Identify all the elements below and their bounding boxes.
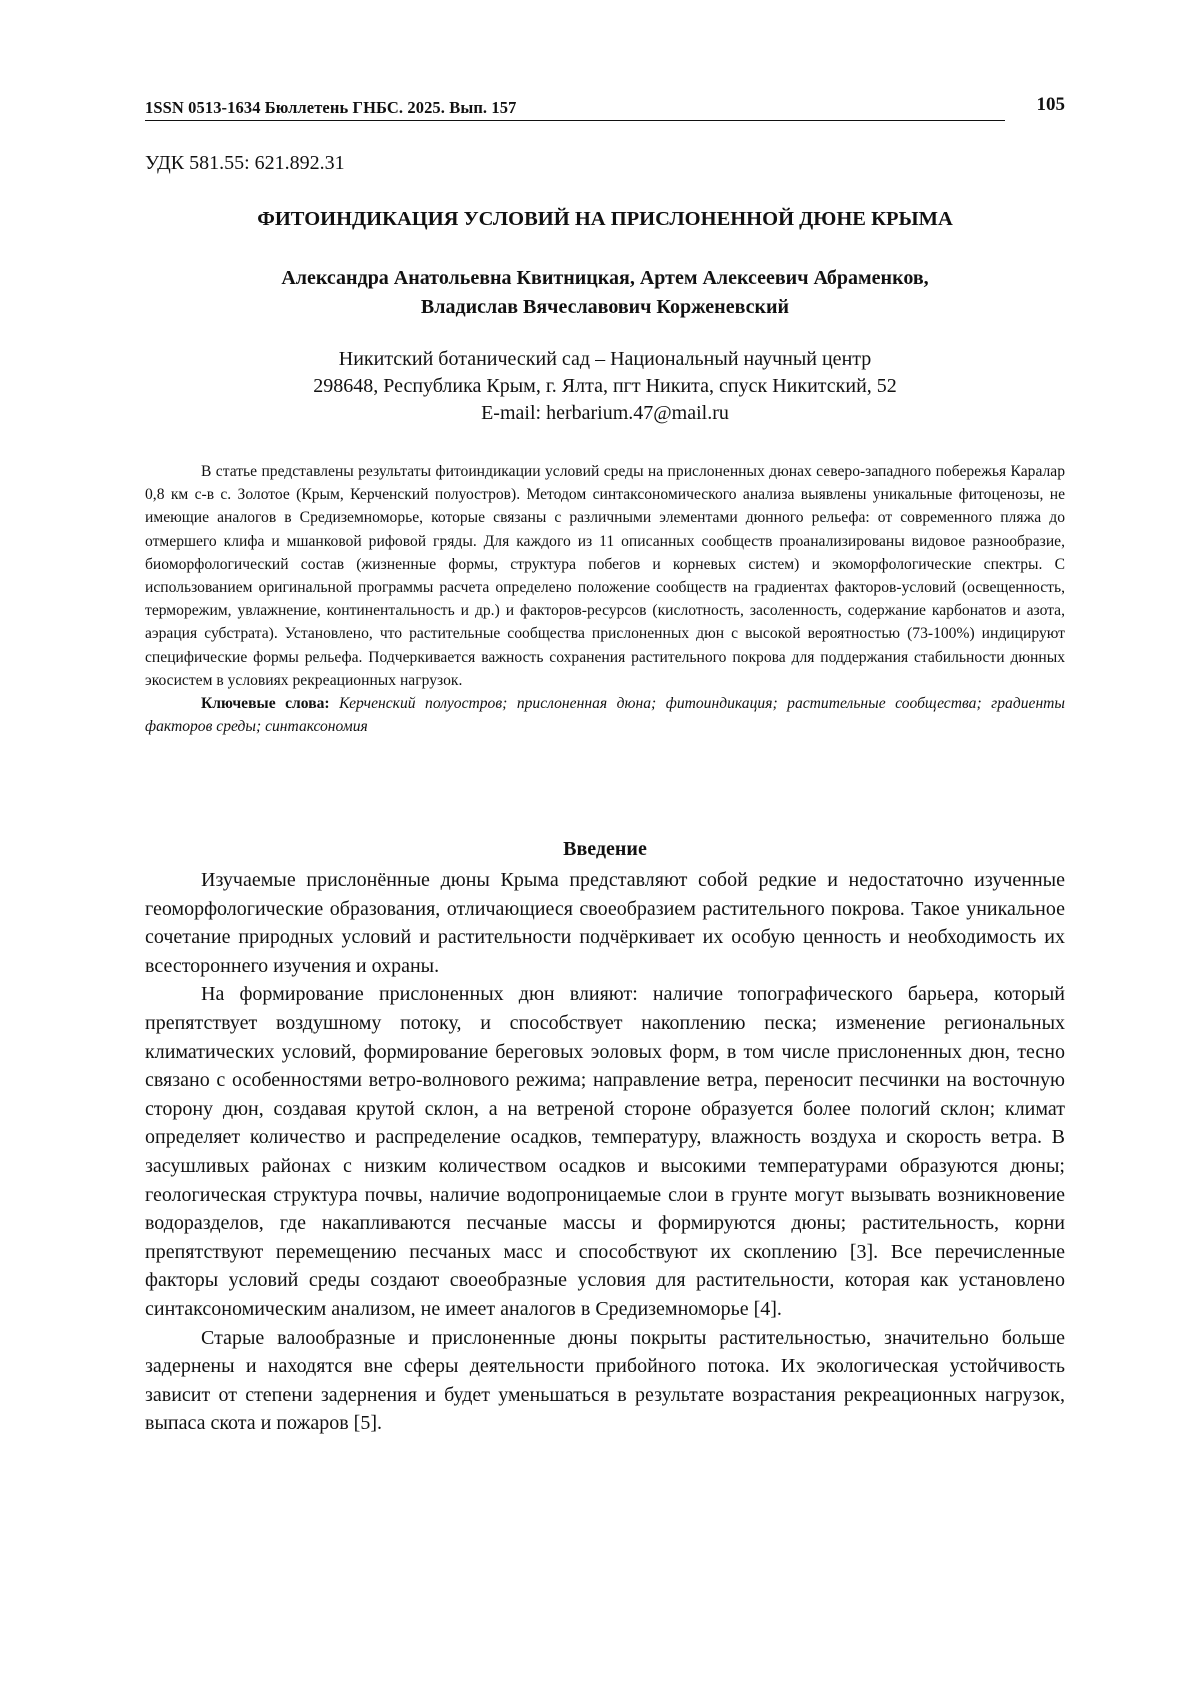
page-number: 105 — [1036, 94, 1065, 115]
keywords-label: Ключевые слова: — [201, 695, 330, 713]
authors-line-1: Александра Анатольевна Квитницкая, Артем Алексеевич Абраменков, — [281, 267, 929, 289]
article-title: ФИТОИНДИКАЦИЯ УСЛОВИЙ НА ПРИСЛОНЕННОЙ ДЮНЕ КРЫМА — [257, 208, 953, 230]
affiliation-address: 298648, Республика Крым, г. Ялта, пгт Никита, спуск Никитский, 52 — [313, 375, 897, 397]
header-rule — [145, 120, 1005, 121]
section-heading-intro: Введение — [563, 838, 647, 860]
intro-paragraph-1: Изучаемые прислонённые дюны Крыма представляют собой редкие и недостаточно изученные геоморфологические образования, отличающиеся своеобразием растительного покрова. Такое уникальное сочетание природных условий и растительности подчёркивает их особую ценность и необходимость их всестороннего изучения и охраны. — [145, 869, 1065, 977]
keywords-text: Керченский полуостров; прислоненная дюна; фитоиндикация; растительные сообщества; градиенты факторов среды; синтаксономия — [145, 695, 1065, 736]
udk-code: УДК 581.55: 621.892.31 — [145, 152, 345, 174]
affiliation-email: E-mail: herbarium.47@mail.ru — [481, 402, 729, 424]
running-header — [145, 94, 1065, 124]
intro-paragraph-3: Старые валообразные и прислоненные дюны покрыты растительностью, значительно больше задернены и находятся вне сферы деятельности прибойного потока. Их экологическая устойчивость зависит от степени задернения и будет уменьшаться в результате возрастания рекреационных нагрузок, выпаса скота и пожаров [5]. — [145, 1326, 1065, 1435]
authors — [145, 264, 1065, 322]
affiliation-org: Никитский ботанический сад – Национальный научный центр — [338, 348, 872, 370]
intro-paragraph-2: На формирование прислоненных дюн влияют: наличие топографического барьера, который препятствует воздушному потоку, и способствует накоплению песка; изменение региональных климатических условий, формирование береговых эоловых форм, в том числе прислоненных дюн, тесно связано с особенностями ветро-волнового режима; направление ветра, переносит песчинки на восточную сторону дюн, создавая крутой склон, а на ветреной стороне образуется более пологий склон; климат определяет количество и распределение осадков, температуру, влажность воздуха и скорость ветра. В засушливых районах с низким количеством осадков и высокими температурами образуются дюны; геологическая структура почвы, наличие водопроницаемые слои в грунте могут вызывать возникновение водоразделов, где накапливаются песчаные массы и формируются дюны; растительность, корни препятствуют перемещению песчаных масс и способствуют их скоплению [3]. Все перечисленные факторы условий среды создают своеобразные условия для растительности, которая как установлено синтаксономическим анализом, не имеет аналогов в Средиземноморье [4]. — [145, 983, 1065, 1320]
abstract — [145, 460, 1065, 738]
keywords — [145, 692, 1065, 738]
abstract-text: В статье представлены результаты фитоиндикации условий среды на прислоненных дюнах северо-западного побережья Каралар 0,8 км с-в с. Золотое (Крым, Керченский полуостров). Методом синтаксономического анализа выявлены уникальные фитоценозы, не имеющие аналогов в Средиземноморье, которые связаны с различными элементами дюнного рельефа: от современного пляжа до отмершего клифа и мшанковой рифовой гряды. Для каждого из 11 описанных сообществ проанализированы видовое разнообразие, биоморфологический состав (жизненные формы, структура побегов и корневых систем) и экоморфологические спектры. С использованием оригинальной программы расчета определено положение сообществ на градиентах факторов-условий (освещенность, терморежим, увлажнение, континентальность и др.) и факторов-ресурсов (кислотность, засоленность, содержание карбонатов и азота, аэрация субстрата). Установлено, что растительные сообщества прислоненных дюн с высокой вероятностью (73-100%) индицируют специфические формы рельефа. Подчеркивается важность сохранения растительного покрова для поддержания стабильности дюнных экосистем в условиях рекреационных нагрузок. — [145, 463, 1065, 689]
authors-line-2: Владислав Вячеславович Корженевский — [420, 296, 790, 318]
intro-body — [145, 866, 1065, 1438]
running-title: 1SSN 0513-1634 Бюллетень ГНБС. 2025. Вып. 157 — [145, 98, 517, 117]
affiliation — [145, 346, 1065, 427]
